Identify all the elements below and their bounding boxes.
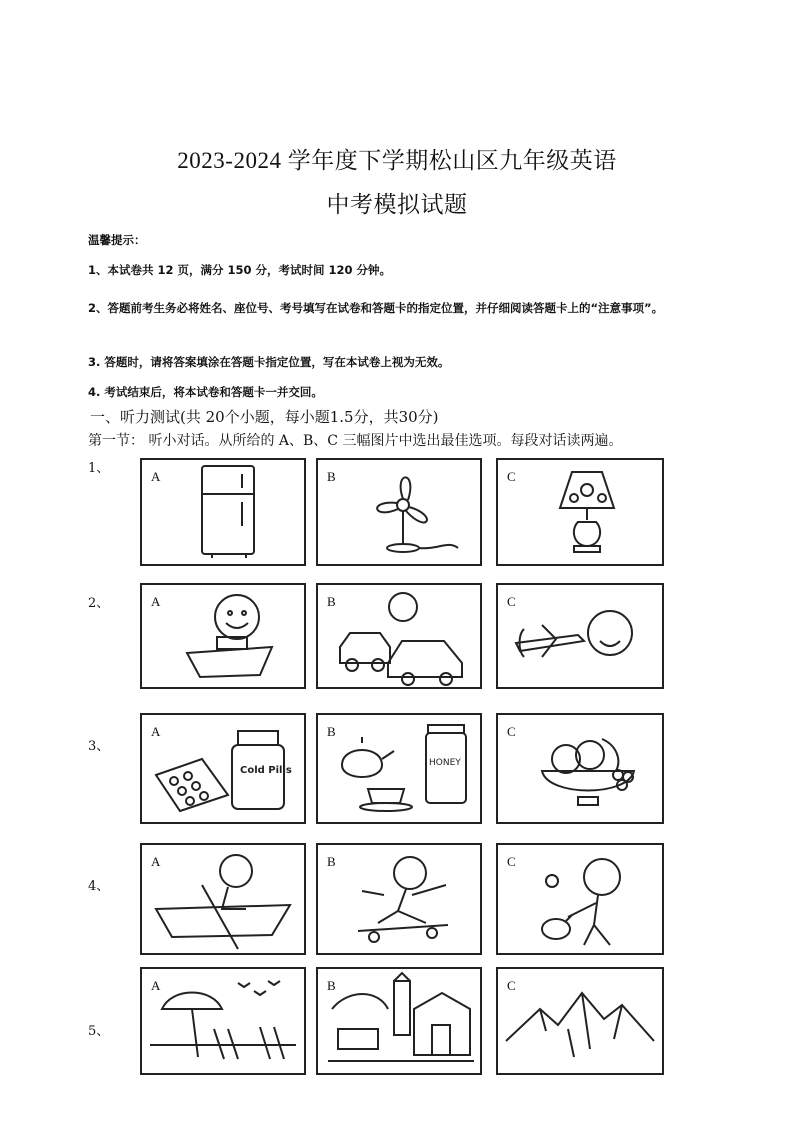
option-label: B: [327, 854, 336, 869]
option-box[interactable]: [316, 583, 482, 689]
exam-subtitle: 中考模拟试题: [326, 192, 468, 217]
option-box[interactable]: [140, 967, 306, 1075]
option-label: C: [507, 854, 516, 869]
exam-title: 2023-2024 学年度下学期松山区九年级英语: [177, 148, 617, 173]
question-number: 2、: [88, 596, 110, 611]
option-label: C: [507, 978, 516, 993]
option-box[interactable]: [140, 583, 306, 689]
option-box[interactable]: [316, 967, 482, 1075]
section-instructions: 第一节： 听小对话。从所给的 A、B、C 三幅图片中选出最佳选项。每段对话读两遍。: [88, 433, 623, 449]
tip-item-1: 1、本试卷共 12 页，满分 150 分，考试时间 120 分钟。: [88, 263, 392, 277]
option-label: C: [507, 724, 516, 739]
toy-boat-icon: [142, 585, 304, 687]
rowing-icon: [142, 845, 304, 953]
option-box[interactable]: [140, 713, 306, 824]
option-label: A: [151, 724, 161, 739]
option-label: B: [327, 594, 336, 609]
section-title: 一、听力测试(共 20个小题，每小题1.5分，共30分): [90, 408, 439, 426]
option-box[interactable]: [316, 713, 482, 824]
option-box[interactable]: [140, 458, 306, 566]
tips-heading: 温馨提示：: [88, 233, 146, 247]
tea-honey-icon: [318, 715, 480, 822]
skateboard-icon: [318, 845, 480, 953]
question-number: 1、: [88, 461, 110, 476]
option-box[interactable]: [496, 458, 664, 566]
option-box[interactable]: [496, 583, 664, 689]
question-number: 3、: [88, 739, 110, 754]
fan-icon: [318, 460, 480, 564]
option-label: A: [151, 594, 161, 609]
lamp-icon: [498, 460, 662, 564]
option-label: A: [151, 854, 161, 869]
option-box[interactable]: [496, 967, 664, 1075]
option-label: C: [507, 594, 516, 609]
tip-item-4: 4. 考试结束后，将本试卷和答题卡一并交回。: [88, 385, 323, 399]
question-number: 5、: [88, 1024, 110, 1039]
pills-icon: [142, 715, 304, 822]
option-box[interactable]: [496, 713, 664, 824]
option-label: B: [327, 469, 336, 484]
honey-label-text: HONEY: [429, 758, 461, 768]
option-label: B: [327, 978, 336, 993]
option-box[interactable]: [316, 458, 482, 566]
question-number: 4、: [88, 879, 110, 894]
beach-icon: [142, 969, 304, 1073]
option-box[interactable]: [496, 843, 664, 955]
option-label: A: [151, 978, 161, 993]
mountain-icon: [498, 969, 662, 1073]
toy-plane-icon: [498, 585, 662, 687]
fridge-icon: [142, 460, 304, 564]
pill-label-text: Cold Pills: [240, 765, 292, 776]
option-box[interactable]: [316, 843, 482, 955]
tennis-icon: [498, 845, 662, 953]
option-label: C: [507, 469, 516, 484]
option-label: B: [327, 724, 336, 739]
tip-item-3: 3. 答题时，请将答案填涂在答题卡指定位置，写在本试卷上视为无效。: [88, 355, 450, 369]
farm-icon: [318, 969, 480, 1073]
fruit-bowl-icon: [498, 715, 662, 822]
tip-item-2: 2、答题前考生务必将姓名、座位号、考号填写在试卷和答题卡的指定位置，并仔细阅读答题卡上的“注意事项”。: [88, 301, 664, 315]
toy-cars-icon: [318, 585, 480, 687]
option-box[interactable]: [140, 843, 306, 955]
option-label: A: [151, 469, 161, 484]
